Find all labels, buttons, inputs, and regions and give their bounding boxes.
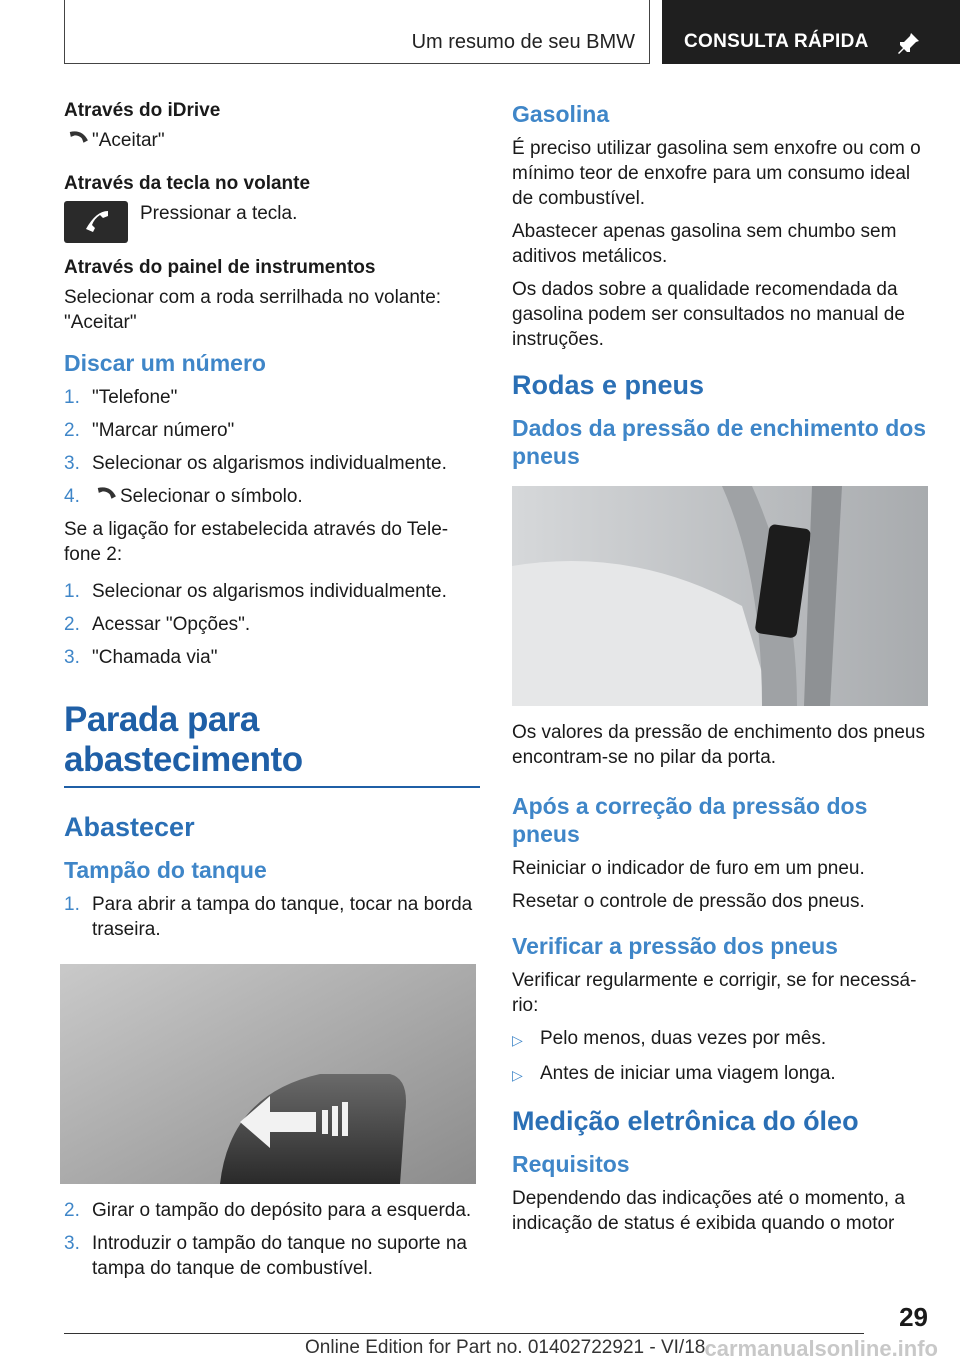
refuel-subtitle: Abastecer: [64, 812, 195, 842]
after-correction-paragraph-2: Resetar o controle de pressão dos pneus.: [512, 891, 865, 912]
step-text: Selecionar o símbolo.: [120, 486, 303, 507]
step-text: Acessar "Opções".: [92, 614, 251, 635]
step-number: 4.: [64, 486, 80, 507]
step-text: Introduzir o tampão do tanque no suporte na tampa do tanque de combustível.: [92, 1233, 467, 1279]
requirements-paragraph: Dependendo das indicações até o momento, a indicação de status é exibida quando o motor: [512, 1188, 905, 1234]
step-text: "Chamada via": [92, 647, 218, 668]
quick-reference-tab[interactable]: [662, 0, 960, 64]
steering-phone-key: [64, 201, 128, 243]
door-pillar-image: [512, 486, 928, 706]
step-text: Girar o tampão do depósito para a esquerda.: [92, 1200, 472, 1221]
section-title: Um resumo de seu BMW: [411, 31, 635, 53]
edition-text: Online Edition for Part no. 01402722921 - VI/18: [305, 1337, 706, 1358]
right-column: [512, 100, 928, 1244]
step-number: 1.: [64, 894, 80, 915]
after-correction-paragraph-1: Reiniciar o indicador de furo em um pneu.: [512, 858, 865, 879]
check-item-2: [512, 1061, 928, 1088]
pressure-heading: Dados da pressão de enchimento dos pneus: [512, 415, 927, 469]
gasoline-heading: Gasolina: [512, 101, 610, 127]
pin-icon: [896, 30, 922, 56]
phone-accept-icon: [64, 128, 92, 150]
idrive-text: "Aceitar": [92, 130, 165, 151]
after-correction-heading: Após a correção da pressão dos pneus: [512, 793, 868, 847]
step-number: 2.: [64, 614, 80, 635]
phone-call-icon: [92, 484, 120, 506]
step-text: Para abrir a tampa do tanque, tocar na borda traseira.: [92, 894, 473, 940]
wheel-text: Pressionar a tecla.: [140, 203, 298, 224]
step-text: "Marcar número": [92, 420, 235, 441]
wheels-title: Rodas e pneus: [512, 370, 705, 400]
gasoline-paragraph-1: É preciso utilizar gasolina sem enxofre ou com o mínimo teor de enxofre para um consumo ideal de combustível.: [512, 138, 921, 209]
cap-step-2: [64, 1198, 480, 1223]
step-text: "Telefone": [92, 387, 178, 408]
step-number: 1.: [64, 581, 80, 602]
watermark: carmanualsonline.info: [704, 1336, 938, 1361]
gasoline-paragraph-2: Abastecer apenas gasolina sem chumbo sem aditivos metálicos.: [512, 221, 897, 267]
phone2-step-2: [64, 612, 480, 637]
check-item-1: [512, 1026, 928, 1053]
dial-step-4: [64, 484, 480, 509]
phone-icon: [64, 201, 128, 243]
step-text: Selecionar os algarismos individualmente.: [92, 581, 447, 602]
page-number: 29: [899, 1302, 928, 1332]
oil-title: Medição eletrônica do óleo: [512, 1106, 859, 1136]
phone2-text: Se a ligação for estabelecida através do Tele-fone 2:: [64, 519, 449, 565]
cap-step-3: [64, 1231, 480, 1281]
fuel-flap-photo: [60, 964, 476, 1184]
wheel-row: [64, 201, 480, 243]
step-text: Selecionar os algarismos individualmente.: [92, 453, 447, 474]
dial-step-3: [64, 451, 480, 476]
dial-heading: Discar um número: [64, 350, 266, 376]
idrive-row: [64, 128, 480, 153]
check-item-text: Pelo menos, duas vezes por mês.: [540, 1028, 827, 1049]
cap-step-1: [64, 892, 480, 942]
cluster-text: Selecionar com a roda serrilhada no volante: "Aceitar": [64, 287, 442, 333]
triangle-bullet-icon: ▷: [512, 1032, 523, 1048]
dial-step-1: [64, 385, 480, 410]
triangle-bullet-icon: ▷: [512, 1067, 523, 1083]
phone2-step-3: [64, 645, 480, 670]
wheel-heading: Através da tecla no volante: [64, 173, 311, 194]
cap-heading: Tampão do tanque: [64, 857, 267, 883]
dial-step-2: [64, 418, 480, 443]
cluster-heading: Através do painel de instrumentos: [64, 257, 376, 278]
phone2-step-1: [64, 579, 480, 604]
pressure-caption: Os valores da pressão de enchimento dos pneus encontram-se no pilar da porta.: [512, 722, 925, 768]
fuel-flap-image: [60, 964, 476, 1184]
header-frame: [64, 0, 650, 64]
step-number: 2.: [64, 1200, 80, 1221]
check-item-text: Antes de iniciar uma viagem longa.: [540, 1063, 836, 1084]
idrive-heading: Através do iDrive: [64, 100, 221, 121]
step-number: 3.: [64, 453, 80, 474]
tab-label: CONSULTA RÁPIDA: [684, 31, 869, 52]
gasoline-paragraph-3: Os dados sobre a qualidade recomendada da gasolina podem ser consultados no manual de instruções.: [512, 279, 905, 350]
left-column: [64, 100, 480, 1289]
step-number: 3.: [64, 647, 80, 668]
check-pressure-paragraph: Verificar regularmente e corrigir, se for necessá-rio:: [512, 970, 917, 1016]
refuel-title: Parada para abastecimento: [64, 700, 480, 788]
footer-rule: [64, 1333, 864, 1334]
door-pillar-photo: [512, 486, 928, 706]
step-number: 3.: [64, 1233, 80, 1254]
requirements-heading: Requisitos: [512, 1151, 630, 1177]
step-number: 2.: [64, 420, 80, 441]
check-pressure-heading: Verificar a pressão dos pneus: [512, 933, 838, 959]
step-number: 1.: [64, 387, 80, 408]
